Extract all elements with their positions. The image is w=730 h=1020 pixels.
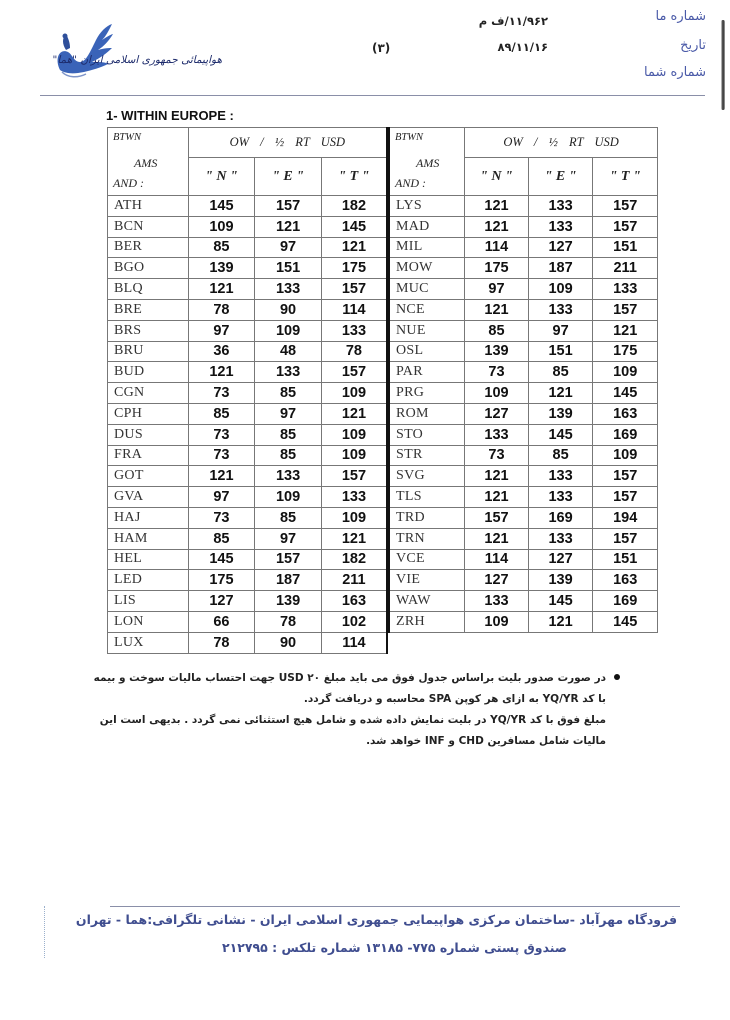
table-row — [108, 487, 388, 508]
fare-t: 151 — [593, 237, 658, 258]
fare-t: 182 — [321, 549, 387, 570]
route-code: BCN — [108, 216, 189, 237]
table-row — [389, 299, 658, 320]
class-n-header: " N " — [465, 158, 529, 196]
fare-e: 97 — [255, 237, 322, 258]
fare-e: 145 — [528, 591, 593, 612]
fare-n: 127 — [188, 591, 255, 612]
route-code: DUS — [108, 424, 189, 445]
route-code: MIL — [389, 237, 465, 258]
fare-e: 133 — [255, 466, 322, 487]
homa-logo-icon — [52, 22, 114, 82]
fare-e: 85 — [528, 445, 593, 466]
fare-t: 194 — [593, 507, 658, 528]
route-code: TRN — [389, 528, 465, 549]
fare-n: 127 — [465, 570, 529, 591]
fare-e: 109 — [528, 279, 593, 300]
footer-po-box: صندوق پستی شماره ۷۷۵- ۱۳۱۸۵ شماره تلکس : ۲۱۲۷۹۵ — [222, 940, 567, 955]
fare-e: 97 — [255, 528, 322, 549]
route-code: STR — [389, 445, 465, 466]
note-line: در صورت صدور بلیت براساس جدول فوق می باید مبلغ ۲۰ USD جهت احتساب مالیات سوخت و بیمه — [93, 672, 606, 684]
fare-t: 102 — [321, 611, 387, 632]
fare-e: 85 — [255, 383, 322, 404]
table-row — [108, 570, 388, 591]
fare-e: 121 — [255, 216, 322, 237]
fare-e: 151 — [528, 341, 593, 362]
route-code: PAR — [389, 362, 465, 383]
route-code: ROM — [389, 403, 465, 424]
table-row — [108, 549, 388, 570]
fare-n: 157 — [465, 507, 529, 528]
fare-e: 133 — [528, 487, 593, 508]
fare-e: 85 — [255, 507, 322, 528]
fare-n: 36 — [188, 341, 255, 362]
fare-n: 73 — [465, 445, 529, 466]
route-code: HEL — [108, 549, 189, 570]
footer-divider — [110, 906, 680, 907]
fare-e: 48 — [255, 341, 322, 362]
route-code: LYS — [389, 196, 465, 217]
table-row — [389, 320, 658, 341]
route-code: CPH — [108, 403, 189, 424]
route-code: STO — [389, 424, 465, 445]
header-divider — [40, 95, 705, 96]
fare-n: 145 — [188, 549, 255, 570]
fare-t: 121 — [321, 237, 387, 258]
and-label: AND : — [113, 176, 144, 190]
fare-e: 133 — [528, 299, 593, 320]
fare-e: 151 — [255, 258, 322, 279]
fare-n: 73 — [188, 507, 255, 528]
airline-name: هواپیمائی جمهوری اسلامی ایران "هما" — [52, 54, 222, 66]
table-row — [108, 507, 388, 528]
table-row — [108, 320, 388, 341]
btwn-label: BTWN — [395, 132, 424, 143]
date-label: تاریخ — [680, 38, 706, 53]
fare-n: 114 — [465, 237, 529, 258]
table-row — [389, 362, 658, 383]
fare-e: 121 — [528, 611, 593, 632]
class-t-header: " T " — [321, 158, 387, 196]
fare-n: 66 — [188, 611, 255, 632]
table-divider-extension — [386, 632, 388, 653]
table-row — [389, 466, 658, 487]
fare-n: 145 — [188, 196, 255, 217]
route-code: LUX — [108, 632, 189, 653]
fare-n: 133 — [465, 591, 529, 612]
class-e-header: " E " — [255, 158, 322, 196]
fare-e: 157 — [255, 549, 322, 570]
fare-e: 97 — [528, 320, 593, 341]
fare-e: 169 — [528, 507, 593, 528]
route-code: MOW — [389, 258, 465, 279]
route-code: BLQ — [108, 279, 189, 300]
table-row — [108, 611, 388, 632]
table-row — [389, 445, 658, 466]
fare-n: 127 — [465, 403, 529, 424]
fare-t: 109 — [593, 362, 658, 383]
fare-t: 157 — [593, 196, 658, 217]
scan-edge-shadow — [721, 20, 725, 110]
fare-e: 133 — [528, 216, 593, 237]
fare-e: 139 — [528, 403, 593, 424]
fare-t: 145 — [593, 611, 658, 632]
table-row — [108, 216, 388, 237]
fare-n: 73 — [188, 424, 255, 445]
route-code: SVG — [389, 466, 465, 487]
fare-n: 121 — [188, 362, 255, 383]
bullet-icon — [614, 674, 620, 680]
route-code: MUC — [389, 279, 465, 300]
route-code: HAM — [108, 528, 189, 549]
route-code: TRD — [389, 507, 465, 528]
route-code: BGO — [108, 258, 189, 279]
section-title: 1- WITHIN EUROPE : — [106, 108, 234, 123]
fare-t: 109 — [593, 445, 658, 466]
fare-t: 157 — [321, 466, 387, 487]
table-row — [389, 279, 658, 300]
table-header-row — [108, 128, 388, 158]
fare-e: 90 — [255, 632, 322, 653]
fare-e: 85 — [528, 362, 593, 383]
route-code: MAD — [389, 216, 465, 237]
fare-t: 114 — [321, 632, 387, 653]
fare-e: 133 — [528, 196, 593, 217]
fare-t: 133 — [593, 279, 658, 300]
route-header-cell — [389, 128, 465, 196]
table-row — [389, 403, 658, 424]
route-code: TLS — [389, 487, 465, 508]
route-code: CGN — [108, 383, 189, 404]
fare-e: 133 — [528, 528, 593, 549]
fare-type-header: OW / ½ RT USD — [188, 128, 387, 158]
route-code: BRU — [108, 341, 189, 362]
route-code: VIE — [389, 570, 465, 591]
fare-t: 133 — [321, 487, 387, 508]
fare-n: 97 — [188, 320, 255, 341]
fare-t: 211 — [321, 570, 387, 591]
our-number-value: ۱۱/۹۶۲/ف م — [478, 14, 548, 28]
table-row — [108, 299, 388, 320]
table-row — [389, 549, 658, 570]
route-header-cell — [108, 128, 189, 196]
fare-t: 163 — [593, 570, 658, 591]
table-row — [108, 424, 388, 445]
note-line: با کد YQ/YR به ازای هر کوپن SPA محاسبه و دریافت گردد. — [303, 693, 606, 705]
fare-n: 121 — [465, 216, 529, 237]
fare-t: 109 — [321, 445, 387, 466]
side-margin-marks — [44, 906, 49, 958]
fare-n: 78 — [188, 299, 255, 320]
table-row — [389, 570, 658, 591]
fare-n: 133 — [465, 424, 529, 445]
fare-e: 97 — [255, 403, 322, 424]
fare-t: 169 — [593, 424, 658, 445]
route-code: WAW — [389, 591, 465, 612]
fare-n: 121 — [188, 279, 255, 300]
table-row — [389, 258, 658, 279]
route-code: LIS — [108, 591, 189, 612]
fare-type-header: OW / ½ RT USD — [465, 128, 658, 158]
fare-n: 85 — [188, 528, 255, 549]
route-code: VCE — [389, 549, 465, 570]
fare-t: 157 — [321, 362, 387, 383]
ams-label: AMS — [134, 156, 158, 170]
fare-t: 157 — [593, 528, 658, 549]
fare-t: 157 — [321, 279, 387, 300]
fare-n: 78 — [188, 632, 255, 653]
table-row — [108, 466, 388, 487]
fare-n: 85 — [188, 237, 255, 258]
route-code: ATH — [108, 196, 189, 217]
fare-n: 121 — [465, 299, 529, 320]
fare-n: 121 — [465, 466, 529, 487]
route-code: PRG — [389, 383, 465, 404]
route-code: LON — [108, 611, 189, 632]
table-row — [108, 403, 388, 424]
fare-n: 121 — [188, 466, 255, 487]
table-row — [389, 507, 658, 528]
fare-e: 127 — [528, 549, 593, 570]
fare-e: 121 — [528, 383, 593, 404]
fare-t: 163 — [321, 591, 387, 612]
fare-e: 133 — [255, 279, 322, 300]
fare-e: 139 — [528, 570, 593, 591]
fare-t: 133 — [321, 320, 387, 341]
fare-n: 73 — [188, 445, 255, 466]
fare-t: 109 — [321, 383, 387, 404]
fare-t: 121 — [593, 320, 658, 341]
table-row — [108, 383, 388, 404]
table-row — [389, 196, 658, 217]
table-row — [108, 362, 388, 383]
fare-e: 127 — [528, 237, 593, 258]
fare-t: 182 — [321, 196, 387, 217]
note-line: مبلغ فوق با کد YQ/YR در بلیت نمایش داده شده و شامل هیچ استثنائی نمی گردد . بدیهی است این — [99, 714, 606, 726]
our-number-label: شماره ما — [655, 9, 706, 24]
table-row — [389, 216, 658, 237]
table-row — [389, 591, 658, 612]
fare-e: 187 — [528, 258, 593, 279]
fare-n: 121 — [465, 528, 529, 549]
route-code: ZRH — [389, 611, 465, 632]
route-code: FRA — [108, 445, 189, 466]
fare-t: 157 — [593, 216, 658, 237]
fare-t: 109 — [321, 424, 387, 445]
route-code: NCE — [389, 299, 465, 320]
table-row — [108, 341, 388, 362]
page-number: (۳) — [372, 41, 391, 55]
fare-t: 157 — [593, 487, 658, 508]
fare-e: 133 — [528, 466, 593, 487]
table-header-row — [389, 128, 658, 158]
fare-e: 139 — [255, 591, 322, 612]
fare-t: 175 — [321, 258, 387, 279]
fare-n: 139 — [188, 258, 255, 279]
fare-t: 145 — [321, 216, 387, 237]
ams-label: AMS — [416, 156, 440, 170]
route-code: NUE — [389, 320, 465, 341]
route-code: HAJ — [108, 507, 189, 528]
fare-n: 85 — [465, 320, 529, 341]
fare-n: 175 — [188, 570, 255, 591]
class-n-header: " N " — [188, 158, 255, 196]
fare-n: 97 — [188, 487, 255, 508]
table-row — [389, 487, 658, 508]
table-row — [389, 237, 658, 258]
fare-t: 78 — [321, 341, 387, 362]
route-code: OSL — [389, 341, 465, 362]
table-row — [108, 196, 388, 217]
fare-t: 157 — [593, 299, 658, 320]
route-code: GVA — [108, 487, 189, 508]
fare-t: 121 — [321, 403, 387, 424]
table-row — [108, 279, 388, 300]
route-code: GOT — [108, 466, 189, 487]
route-code: BER — [108, 237, 189, 258]
table-row — [108, 258, 388, 279]
fare-n: 121 — [465, 487, 529, 508]
route-code: BRE — [108, 299, 189, 320]
fare-n: 175 — [465, 258, 529, 279]
table-row — [108, 528, 388, 549]
fare-table-left — [107, 127, 388, 654]
fare-t: 145 — [593, 383, 658, 404]
footer-address: فرودگاه مهرآباد -ساختمان مرکزی هواپیمایی جمهوری اسلامی ایران - نشانی تلگرافی:هما - تهران — [75, 912, 677, 927]
fare-n: 73 — [188, 383, 255, 404]
fare-n: 109 — [465, 611, 529, 632]
route-code: BUD — [108, 362, 189, 383]
fare-e: 133 — [255, 362, 322, 383]
note-line: مالیات شامل مسافرین CHD و INF خواهد شد. — [366, 735, 606, 747]
fare-t: 169 — [593, 591, 658, 612]
table-row — [108, 237, 388, 258]
table-row — [389, 528, 658, 549]
fare-n: 85 — [188, 403, 255, 424]
table-row — [389, 341, 658, 362]
class-t-header: " T " — [593, 158, 658, 196]
fare-t: 121 — [321, 528, 387, 549]
fare-n: 114 — [465, 549, 529, 570]
fare-e: 85 — [255, 424, 322, 445]
route-code: BRS — [108, 320, 189, 341]
table-row — [108, 445, 388, 466]
fare-e: 187 — [255, 570, 322, 591]
fare-t: 109 — [321, 507, 387, 528]
fare-t: 211 — [593, 258, 658, 279]
class-e-header: " E " — [528, 158, 593, 196]
fare-t: 175 — [593, 341, 658, 362]
and-label: AND : — [395, 176, 426, 190]
table-row — [108, 632, 388, 653]
fare-n: 121 — [465, 196, 529, 217]
btwn-label: BTWN — [113, 132, 142, 143]
fare-e: 157 — [255, 196, 322, 217]
fare-e: 90 — [255, 299, 322, 320]
fare-n: 97 — [465, 279, 529, 300]
fare-t: 114 — [321, 299, 387, 320]
fare-e: 85 — [255, 445, 322, 466]
fare-n: 73 — [465, 362, 529, 383]
fare-e: 109 — [255, 487, 322, 508]
fare-n: 139 — [465, 341, 529, 362]
table-row — [389, 383, 658, 404]
fare-e: 145 — [528, 424, 593, 445]
your-number-label: شماره شما — [644, 65, 706, 80]
date-value: ۸۹/۱۱/۱۶ — [497, 40, 548, 54]
fare-t: 151 — [593, 549, 658, 570]
fare-n: 109 — [188, 216, 255, 237]
fare-n: 109 — [465, 383, 529, 404]
fare-t: 163 — [593, 403, 658, 424]
table-row — [389, 424, 658, 445]
fare-t: 157 — [593, 466, 658, 487]
fare-table-right — [388, 127, 658, 633]
table-row — [108, 591, 388, 612]
table-row — [389, 611, 658, 632]
route-code: LED — [108, 570, 189, 591]
fare-e: 78 — [255, 611, 322, 632]
fare-e: 109 — [255, 320, 322, 341]
